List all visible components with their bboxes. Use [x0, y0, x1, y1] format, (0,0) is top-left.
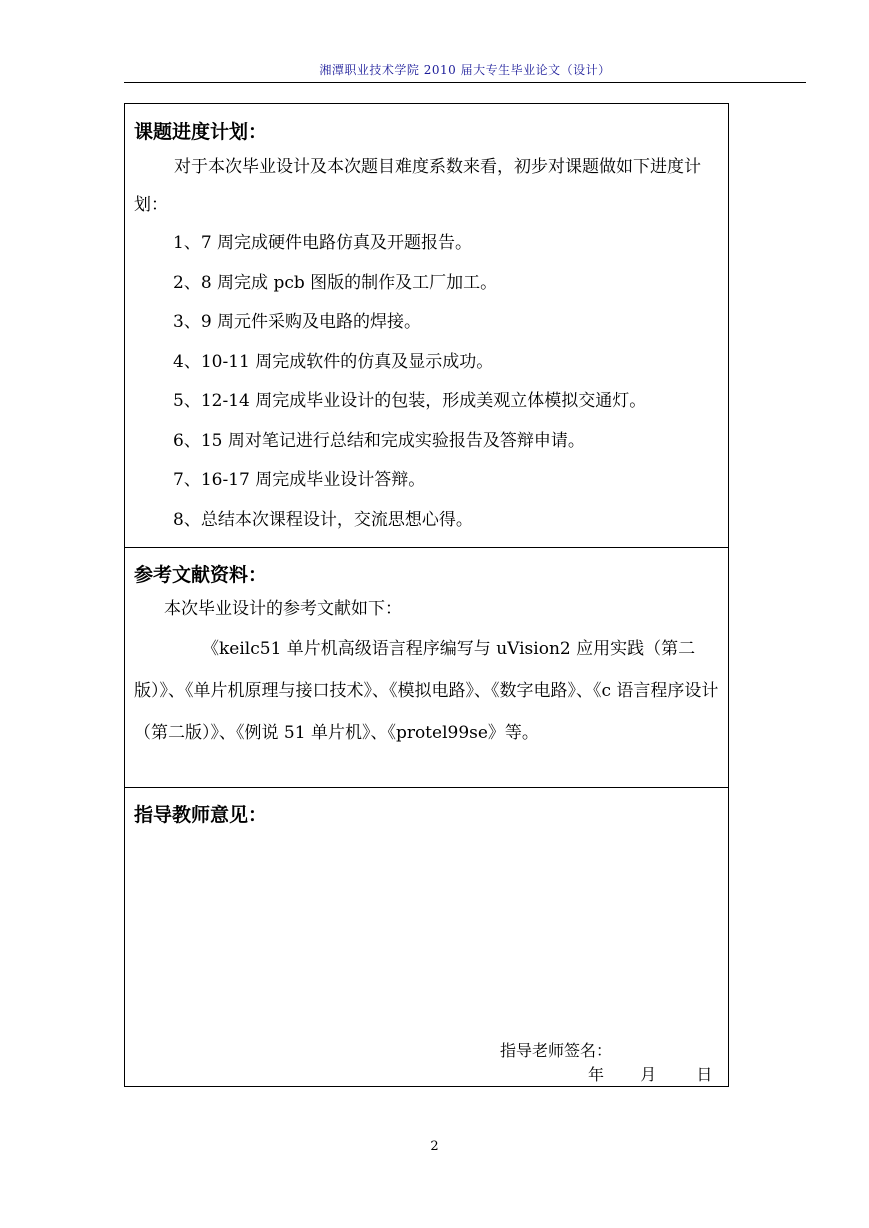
header-rule	[124, 82, 806, 83]
page-header: 湘潭职业技术学院 2010 届大专生毕业论文（设计）	[319, 63, 611, 77]
schedule-list	[173, 224, 646, 540]
advisor-section	[125, 788, 728, 1086]
date-day: 日	[696, 1065, 713, 1084]
references-section	[125, 548, 728, 788]
list-item: 6、15 周对笔记进行总结和完成实验报告及答辩申请。	[173, 430, 585, 451]
list-item: 2、8 周完成 pcb 图版的制作及工厂加工。	[173, 272, 498, 293]
schedule-section	[125, 104, 728, 548]
references-heading: 参考文献资料：	[134, 564, 268, 586]
advisor-heading: 指导教师意见：	[134, 804, 268, 826]
schedule-heading: 课题进度计划：	[134, 121, 268, 143]
list-item: 7、16-17 周完成毕业设计答辩。	[173, 470, 426, 490]
list-item: 1、7 周完成硬件电路仿真及开题报告。	[173, 233, 473, 253]
date-month: 月	[640, 1065, 657, 1084]
schedule-intro: 对于本次毕业设计及本次题目难度系数来看，初步对课题做如下进度计划：	[134, 157, 701, 215]
signature-date	[588, 1062, 712, 1085]
page-number: 2	[430, 1139, 439, 1154]
list-item: 3、9 周元件采购及电路的焊接。	[173, 312, 422, 332]
references-list: 《keilc51 单片机高级语言程序编写与 uVision2 应用实践（第二版）》、《单片机原理与接口技术》、《模拟电路》、《数字电路》、《c 语言程序设计（第二版）》、《例说 51 单片机》、《protel99se》等。	[134, 639, 719, 743]
date-year: 年	[588, 1065, 605, 1084]
list-item: 8、总结本次课程设计，交流思想心得。	[173, 509, 473, 530]
signature-label: 指导老师签名：	[500, 1041, 613, 1060]
list-item: 4、10-11 周完成软件的仿真及显示成功。	[173, 351, 494, 372]
references-intro: 本次毕业设计的参考文献如下：	[164, 599, 402, 619]
list-item: 5、12-14 周完成毕业设计的包装，形成美观立体模拟交通灯。	[173, 391, 647, 411]
form-table	[124, 103, 729, 1087]
